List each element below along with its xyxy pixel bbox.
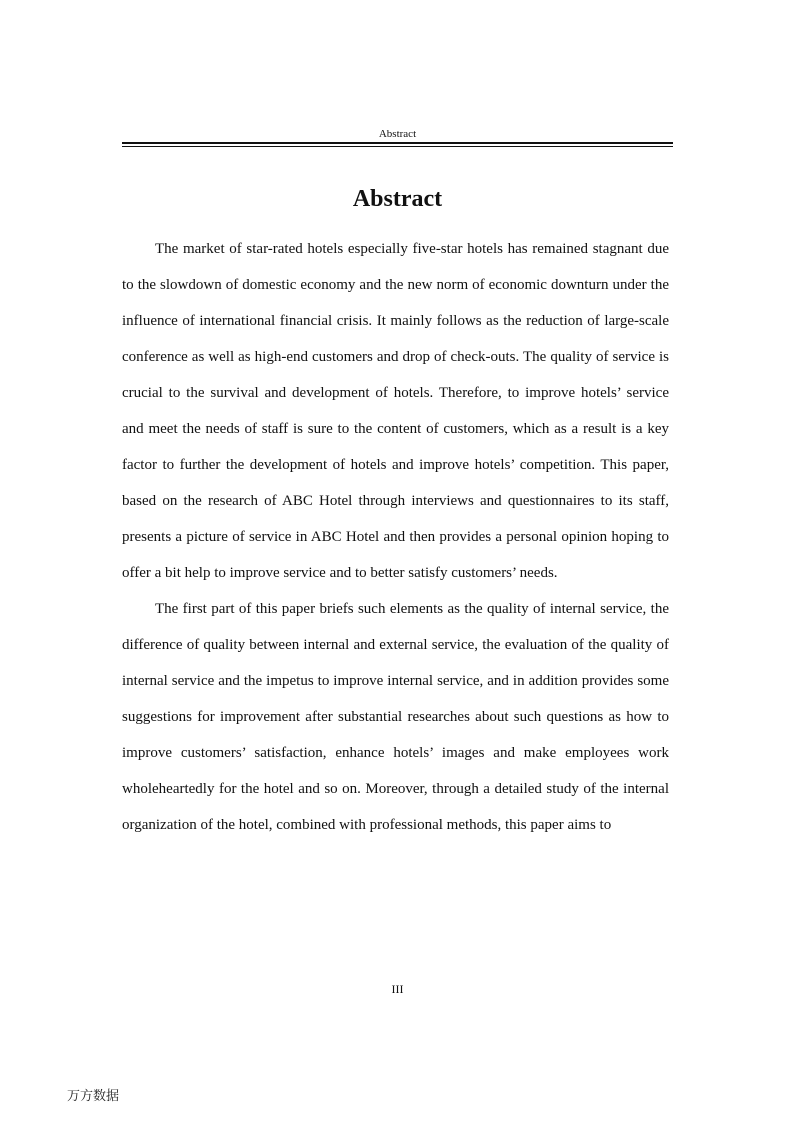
abstract-paragraph-1: The market of star-rated hotels especially five-star hotels has remained stagnant due to the slowdown of domestic economy and the new norm of economic downturn under the influence of international financial crisis. It mainly follows as the reduction of large-scale conference as well as high-end customers and drop of check-outs. The quality of service is crucial to the survival and development of hotels. Therefore, to improve hotels’ service and meet the needs of staff is sure to the content of customers, which as a result is a key factor to further the development of hotels and improve hotels’ competition. This paper, based on the research of ABC Hotel through interviews and questionnaires to its staff, presents a picture of service in ABC Hotel and then provides a personal opinion hoping to offer a bit help to improve service and to better satisfy customers’ needs. — [122, 241, 669, 581]
abstract-paragraph-2: The first part of this paper briefs such elements as the quality of internal service, the difference of quality between internal and external service, the evaluation of the quality of internal service and the impetus to improve internal service, and in addition provides some suggestions for improvement after substantial researches about such questions as how to improve customers’ satisfaction, enhance hotels’ images and make employees work wholeheartedly for the hotel and so on. Moreover, through a detailed study of the internal organization of the hotel, combined with professional methods, this paper aims to — [122, 601, 669, 833]
header-rule-thick — [122, 142, 673, 144]
abstract-body — [122, 231, 669, 843]
running-header: Abstract — [378, 128, 417, 140]
page-number: III — [391, 982, 404, 996]
page-title: Abstract — [352, 186, 443, 212]
watermark-text: 万方数据 — [67, 1089, 120, 1104]
header-rule-thin — [122, 146, 673, 147]
